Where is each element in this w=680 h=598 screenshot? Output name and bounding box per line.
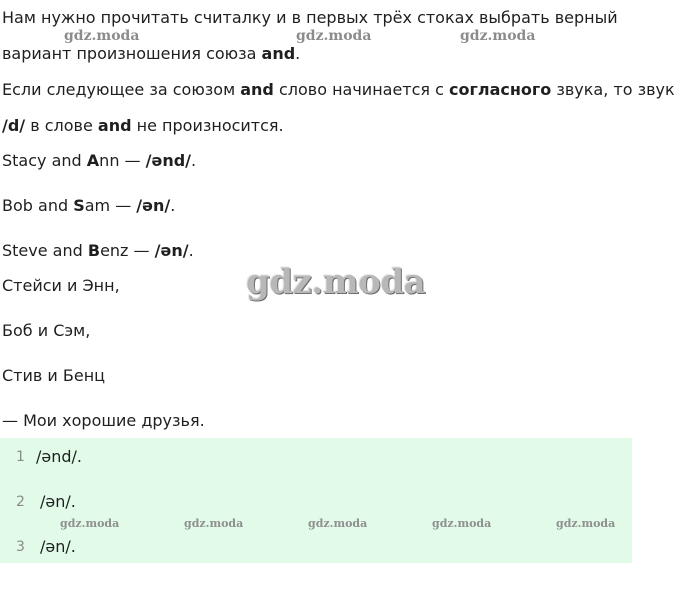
intro-line-2 <box>2 44 300 64</box>
rhyme-text: Stacy and <box>2 151 87 170</box>
intro-line-1: Нам нужно прочитать считалку и в первых трёх стоках выбрать верный <box>2 8 618 27</box>
watermark-small-5: gdz.moda <box>556 517 616 530</box>
rhyme-text: am — <box>84 196 137 215</box>
rule-and: and <box>97 116 132 135</box>
rhyme-initial: B <box>87 241 101 260</box>
rule-sound-d: /d/ <box>2 116 26 135</box>
rhyme-ru-line-3: Стив и Бенц <box>2 366 106 385</box>
rhyme-period: . <box>170 196 176 215</box>
rhyme-en-line-3 <box>2 241 194 261</box>
watermark-small-3: gdz.moda <box>308 517 368 530</box>
rule-and: and <box>240 80 274 99</box>
answer-text: /ənd/. <box>36 447 83 466</box>
answer-item <box>0 492 632 512</box>
intro-period: . <box>295 44 301 63</box>
intro-text: вариант произношения союза <box>2 44 262 63</box>
rule-line-1 <box>2 80 675 100</box>
rhyme-en-line-2 <box>2 196 175 216</box>
watermark-top-2: gdz.moda <box>296 28 372 44</box>
rhyme-period: . <box>191 151 197 170</box>
rhyme-ru-line-2: Боб и Сэм, <box>2 321 91 340</box>
watermark-small-4: gdz.moda <box>432 517 492 530</box>
rhyme-ru-line-1: Стейси и Энн, <box>2 276 120 295</box>
watermark-top-1: gdz.moda <box>64 28 140 44</box>
answer-item <box>0 537 632 557</box>
intro-and: and <box>261 44 296 63</box>
rule-consonant: согласного <box>449 80 552 99</box>
rhyme-transcription: /ən/ <box>136 196 171 215</box>
rule-text: Если следующее за союзом <box>2 80 241 99</box>
watermark-top-3: gdz.moda <box>460 28 536 44</box>
watermark-logo: gdz.moda <box>246 262 426 302</box>
rhyme-en-line-1 <box>2 151 196 171</box>
rhyme-period: . <box>188 241 194 260</box>
rule-text: в слове <box>25 116 98 135</box>
rule-line-2 <box>2 116 284 136</box>
rhyme-initial: A <box>86 151 100 170</box>
answer-item <box>0 447 632 467</box>
rhyme-ru-line-4: — Мои хорошие друзья. <box>2 411 205 430</box>
rhyme-initial: S <box>73 196 85 215</box>
rhyme-text: enz — <box>100 241 155 260</box>
answer-text: /ən/. <box>40 492 76 511</box>
rhyme-text: Steve and <box>2 241 88 260</box>
rule-text: не произносится. <box>131 116 284 135</box>
rule-text: слово начинается с <box>273 80 450 99</box>
rhyme-text: Bob and <box>2 196 74 215</box>
answer-number: 3 <box>16 539 25 555</box>
answer-box <box>0 438 632 563</box>
rhyme-text: nn — <box>99 151 146 170</box>
watermark-small-2: gdz.moda <box>184 517 244 530</box>
rhyme-transcription: /ən/ <box>154 241 189 260</box>
rule-text: звука, то звук <box>551 80 675 99</box>
rhyme-transcription: /ənd/ <box>145 151 192 170</box>
watermark-small-1: gdz.moda <box>60 517 120 530</box>
answer-number: 1 <box>16 449 25 465</box>
answer-number: 2 <box>16 494 25 510</box>
answer-text: /ən/. <box>40 537 76 556</box>
